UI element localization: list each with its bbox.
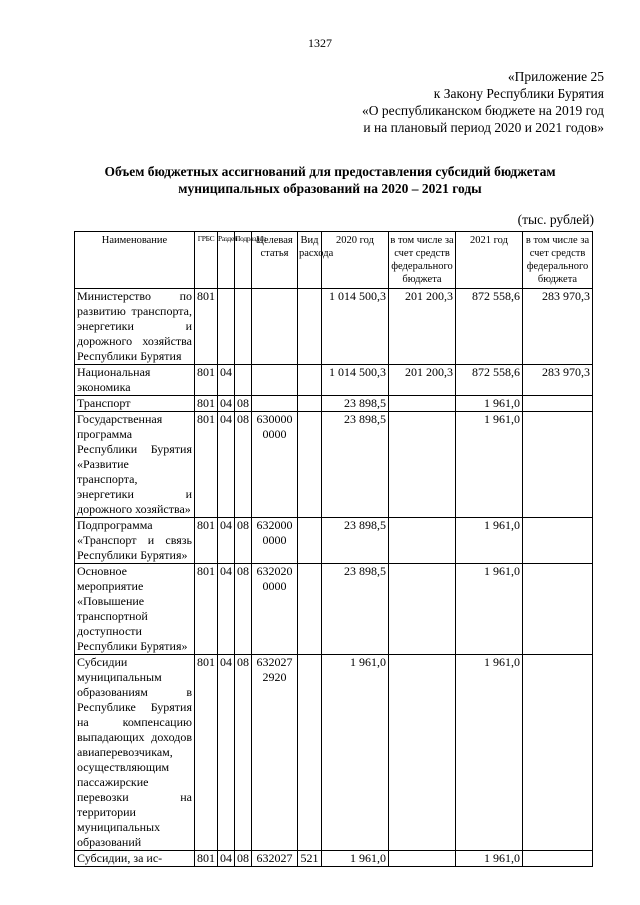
cell-target-article [252, 396, 298, 412]
cell-fed-2021 [523, 655, 593, 851]
cell-grbs: 801 [195, 412, 218, 518]
appendix-line: «О республиканском бюджете на 2019 год [361, 103, 604, 118]
cell-podrazdel: 08 [235, 851, 252, 867]
cell-razdel: 04 [218, 564, 235, 655]
cell-razdel: 04 [218, 518, 235, 564]
cell-2021: 1 961,0 [456, 851, 523, 867]
cell-podrazdel: 08 [235, 564, 252, 655]
header-podrazdel: Подраздел [235, 232, 252, 289]
cell-expense-type [298, 396, 322, 412]
cell-2020: 23 898,5 [322, 564, 389, 655]
cell-expense-type [298, 564, 322, 655]
cell-name: Субсидии муниципальным образованиям в Республике Бурятия на компенсацию выпадающих доходов авиаперевозчикам, осуществляющим пассажирские перевозки на территории муниципальных образований [75, 655, 195, 851]
cell-2021: 1 961,0 [456, 564, 523, 655]
cell-2020: 1 961,0 [322, 655, 389, 851]
cell-grbs: 801 [195, 365, 218, 396]
cell-expense-type [298, 518, 322, 564]
cell-grbs: 801 [195, 518, 218, 564]
cell-name: Субсидии, за ис- [75, 851, 195, 867]
cell-2021: 1 961,0 [456, 412, 523, 518]
cell-target-article: 632020 0000 [252, 564, 298, 655]
cell-2020: 23 898,5 [322, 518, 389, 564]
cell-fed-2020 [389, 564, 456, 655]
cell-name: Основное мероприятие «Повышение транспортной доступности Республики Бурятия» [75, 564, 195, 655]
cell-target-article: 632027 [252, 851, 298, 867]
cell-expense-type [298, 412, 322, 518]
header-fed-2020: в том числе за счет средств федерального бюджета [389, 232, 456, 289]
header-2021: 2021 год [456, 232, 523, 289]
page-number: 1327 [308, 36, 332, 50]
cell-expense-type [298, 655, 322, 851]
table-row [75, 518, 593, 564]
cell-razdel [218, 289, 235, 365]
appendix-line: и на плановый период 2020 и 2021 годов» [363, 120, 604, 135]
table-row [75, 851, 593, 867]
title-line: муниципальных образований на 2020 – 2021 годы [178, 181, 482, 196]
cell-target-article: 632027 2920 [252, 655, 298, 851]
cell-razdel: 04 [218, 412, 235, 518]
cell-2021: 1 961,0 [456, 396, 523, 412]
table-row [75, 289, 593, 365]
cell-grbs: 801 [195, 289, 218, 365]
cell-2020: 1 014 500,3 [322, 289, 389, 365]
cell-fed-2020 [389, 518, 456, 564]
cell-target-article [252, 365, 298, 396]
table-row [75, 365, 593, 396]
header-target-article: Целевая статья [252, 232, 298, 289]
cell-name: Транспорт [75, 396, 195, 412]
cell-name: Подпрограмма «Транспорт и связь Республики Бурятия» [75, 518, 195, 564]
title-line: Объем бюджетных ассигнований для предоставления субсидий бюджетам [104, 164, 556, 179]
cell-target-article: 632000 0000 [252, 518, 298, 564]
table-row [75, 396, 593, 412]
table-row [75, 564, 593, 655]
document-title [60, 163, 600, 197]
cell-2020: 23 898,5 [322, 412, 389, 518]
header-2020: 2020 год [322, 232, 389, 289]
table-row [75, 655, 593, 851]
cell-fed-2020 [389, 851, 456, 867]
cell-razdel: 04 [218, 655, 235, 851]
cell-podrazdel: 08 [235, 396, 252, 412]
cell-2021: 1 961,0 [456, 518, 523, 564]
cell-2020: 1 961,0 [322, 851, 389, 867]
cell-2021: 872 558,6 [456, 365, 523, 396]
cell-podrazdel: 08 [235, 518, 252, 564]
table-header-row [75, 232, 593, 289]
cell-expense-type [298, 365, 322, 396]
cell-fed-2021 [523, 396, 593, 412]
cell-fed-2020: 201 200,3 [389, 289, 456, 365]
cell-fed-2021: 283 970,3 [523, 289, 593, 365]
cell-fed-2021 [523, 518, 593, 564]
cell-2020: 23 898,5 [322, 396, 389, 412]
header-razdel: Раздел [218, 232, 235, 289]
units-label: (тыс. рублей) [517, 212, 594, 227]
header-name: Наименование [75, 232, 195, 289]
header-grbs: ГРБС [195, 232, 218, 289]
cell-2020: 1 014 500,3 [322, 365, 389, 396]
cell-grbs: 801 [195, 564, 218, 655]
cell-fed-2020 [389, 412, 456, 518]
cell-2021: 1 961,0 [456, 655, 523, 851]
cell-fed-2021: 283 970,3 [523, 365, 593, 396]
cell-fed-2020 [389, 655, 456, 851]
cell-razdel: 04 [218, 396, 235, 412]
cell-grbs: 801 [195, 396, 218, 412]
table-row [75, 412, 593, 518]
appendix-line: «Приложение 25 [507, 69, 604, 84]
cell-razdel: 04 [218, 365, 235, 396]
cell-fed-2021 [523, 564, 593, 655]
cell-name: Министерство по развитию транспорта, энергетики и дорожного хозяйства Республики Бурятия [75, 289, 195, 365]
appendix-line: к Закону Республики Бурятия [433, 86, 604, 101]
cell-fed-2020 [389, 396, 456, 412]
cell-razdel: 04 [218, 851, 235, 867]
cell-podrazdel [235, 289, 252, 365]
header-fed-2021: в том числе за счет средств федерального бюджета [523, 232, 593, 289]
cell-name: Национальная экономика [75, 365, 195, 396]
cell-podrazdel: 08 [235, 412, 252, 518]
cell-fed-2021 [523, 851, 593, 867]
cell-2021: 872 558,6 [456, 289, 523, 365]
cell-fed-2020: 201 200,3 [389, 365, 456, 396]
cell-grbs: 801 [195, 655, 218, 851]
cell-grbs: 801 [195, 851, 218, 867]
cell-fed-2021 [523, 412, 593, 518]
budget-table [74, 231, 593, 867]
cell-name: Государственная программа Республики Бурятия «Развитие транспорта, энергетики и дорожного хозяйства» [75, 412, 195, 518]
cell-target-article: 630000 0000 [252, 412, 298, 518]
appendix-note [362, 68, 604, 136]
cell-expense-type [298, 289, 322, 365]
cell-expense-type: 521 [298, 851, 322, 867]
cell-podrazdel [235, 365, 252, 396]
cell-target-article [252, 289, 298, 365]
cell-podrazdel: 08 [235, 655, 252, 851]
header-expense-type: Вид расхода [298, 232, 322, 289]
